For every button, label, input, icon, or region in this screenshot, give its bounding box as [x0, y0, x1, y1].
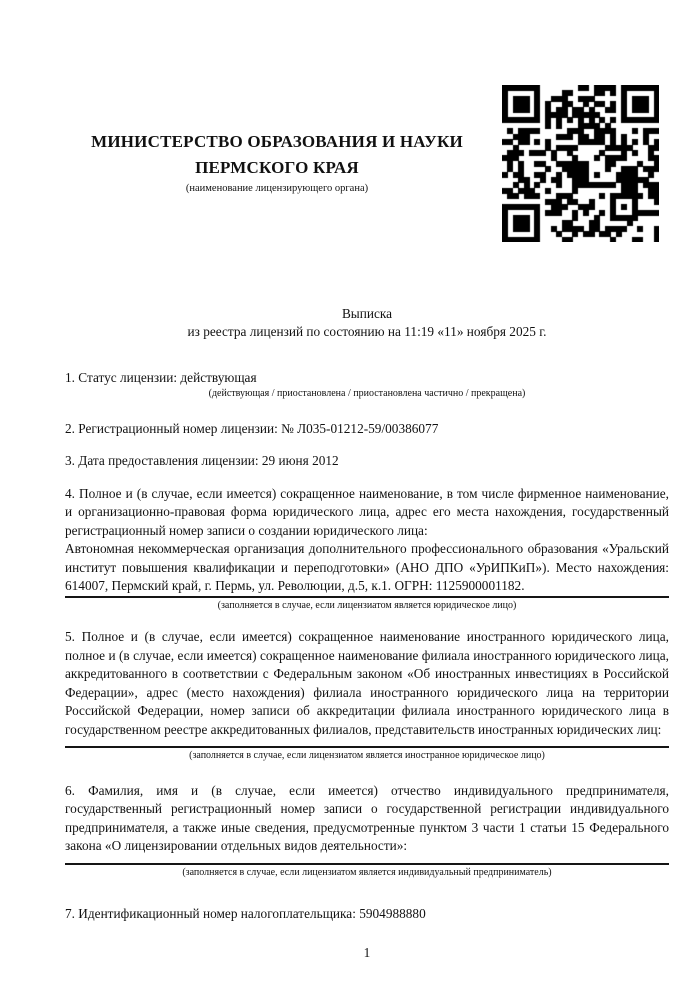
- qr-code: [502, 85, 659, 242]
- paragraph-registration-number: 2. Регистрационный номер лицензии: № Л035-01212-59/00386077: [65, 421, 439, 437]
- paragraph-legal-entity-caption: (заполняется в случае, если лицензиатом является юридическое лицо): [217, 600, 517, 612]
- paragraph-entrepreneur-caption: (заполняется в случае, если лицензиатом является индивидуальный предприниматель): [182, 866, 552, 878]
- document-title-line2: из реестра лицензий по состоянию на 11:19 «11» ноября 2025 г.: [187, 324, 547, 340]
- document-title: [65, 305, 669, 342]
- ministry-name-line2: ПЕРМСКОГО КРАЯ: [195, 157, 359, 177]
- ministry-caption: (наименование лицензирующего органа): [185, 183, 369, 194]
- document-title-line1: Выписка: [341, 306, 393, 321]
- ministry-name-line1: МИНИСТЕРСТВО ОБРАЗОВАНИЯ И НАУКИ: [91, 132, 463, 151]
- foreign-entity-empty-field-line: [65, 739, 669, 748]
- paragraph-license-status: 1. Статус лицензии: действующая: [65, 369, 257, 385]
- paragraph-legal-entity-label: 4. Полное и (в случае, если имеется) сокращенное наименование, в том числе фирменное наименование, и организационно-правовая форма юридического лица, адрес его места нахождения, государственный регистрационный номер записи о создании юридического лица:: [65, 486, 669, 538]
- qr-code-icon: [502, 85, 659, 242]
- paragraph-entrepreneur-label: 6. Фамилия, имя и (в случае, если имеется) отчество индивидуального предпринимателя, государственный регистрационный номер записи о государственной регистрации индивидуального предпринимателя, а также иные сведения, предусмотренные пунктом 3 части 1 статьи 15 Федерального закона «О лицензировании отдельных видов деятельности»:: [65, 782, 669, 854]
- document-body: [65, 305, 669, 962]
- paragraph-foreign-entity-caption: (заполняется в случае, если лицензиатом является иностранное юридическое лицо): [189, 749, 545, 761]
- paragraph-foreign-entity-label: 5. Полное и (в случае, если имеется) сокращенное наименование иностранного юридического лица, полное и (в случае, если имеется) сокращенное наименование филиала иностранного юридического лица, аккредитованного в соответствии с Федеральным законом «Об иностранных инвестициях в Российской Федерации», адрес (место нахождения) филиала иностранного юридического лица на территории Российской Федерации, номер записи об аккредитации филиала иностранного юридического лица в государственном реестре аккредитованных филиалов, представительств иностранных юридических лиц:: [65, 629, 669, 737]
- paragraph-taxpayer-number: 7. Идентификационный номер налогоплательщика: 5904988880: [65, 905, 426, 921]
- page-number: 1: [363, 944, 371, 960]
- entrepreneur-empty-field-line: [65, 856, 669, 865]
- paragraph-legal-entity-value: Автономная некоммерческая организация дополнительного профессионального образования «Уральский институт повышения квалификации и переподготовки» (АНО ДПО «УрИПКиП»). Место нахождения: 614007, Пермский край, г. Пермь, ул. Революции, д.5, к.1. ОГРН: 1125900001182.: [65, 540, 669, 598]
- licensing-authority-block: [65, 129, 489, 196]
- paragraph-grant-date: 3. Дата предоставления лицензии: 29 июня 2012: [65, 452, 339, 468]
- paragraph-license-status-caption: (действующая / приостановлена / приостановлена частично / прекращена): [208, 388, 526, 400]
